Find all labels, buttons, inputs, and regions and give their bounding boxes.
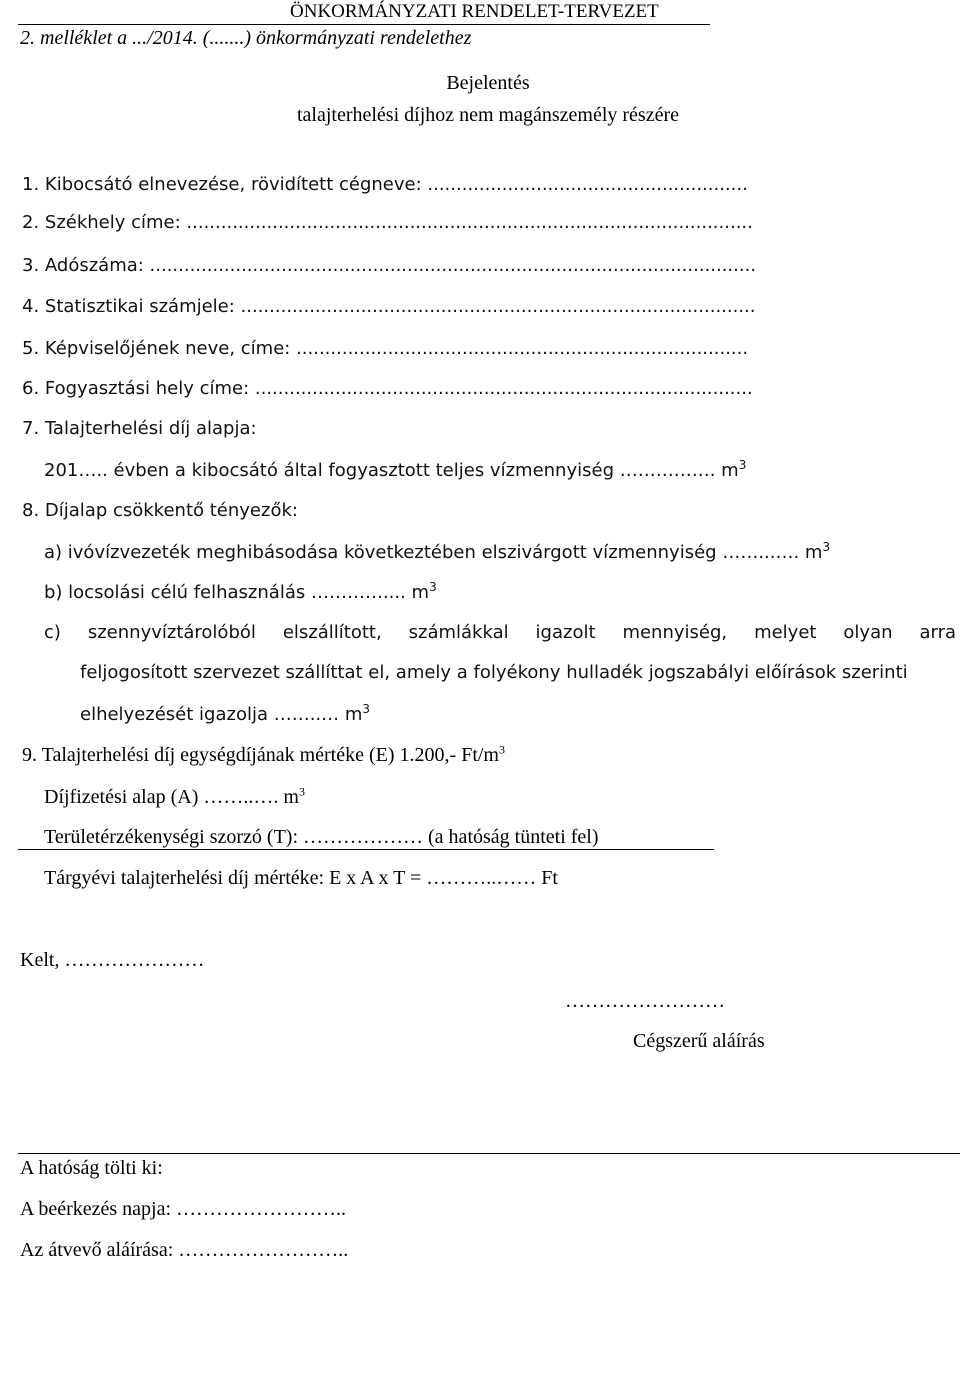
multiplier-underline bbox=[18, 849, 714, 850]
item-8c-line-1: c) szennyvíztárolóból elszállított, számlákkal igazolt mennyiség, melyet olyan arra bbox=[44, 622, 956, 643]
unit-superscript: 3 bbox=[498, 742, 505, 757]
authority-divider bbox=[18, 1153, 960, 1154]
item-9-unit-fee-text: 9. Talajterhelési díj egységdíjának mértéke (E) 1.200,- Ft/m bbox=[22, 744, 499, 766]
item-2-registered-address: 2. Székhely címe: ................................................................................................... bbox=[22, 212, 753, 233]
item-8c-line-2: feljogosított szervezet szállíttat el, amely a folyékony hulladék jogszabályi előírások szerinti bbox=[80, 662, 908, 683]
unit-superscript: 3 bbox=[298, 784, 305, 799]
unit-superscript: 3 bbox=[429, 580, 437, 594]
form-title: Bejelentés bbox=[446, 72, 530, 94]
item-6-consumption-address: 6. Fogyasztási hely címe: ....................................................................................... bbox=[22, 378, 753, 399]
item-7-water-quantity-text: 201….. évben a kibocsátó által fogyasztott teljes vízmennyiség ……………. m bbox=[44, 460, 739, 481]
annex-reference: 2. melléklet a .../2014. (.......) önkormányzati rendelethez bbox=[20, 27, 472, 49]
item-7-fee-basis: 7. Talajterhelési díj alapja: bbox=[22, 418, 257, 439]
signature-line: …………………… bbox=[565, 990, 725, 1012]
unit-superscript: 3 bbox=[362, 702, 371, 716]
item-8a-leakage-text: a) ivóvízvezeték meghibásodása következtében elszivárgott vízmennyiség ……...…. m bbox=[44, 542, 823, 563]
received-date-field: A beérkezés napja: …………………….. bbox=[20, 1198, 347, 1220]
item-8b-irrigation bbox=[44, 582, 437, 603]
item-7-water-quantity bbox=[44, 460, 746, 481]
payment-base bbox=[44, 786, 305, 809]
item-8a-leakage bbox=[44, 542, 830, 563]
item-4-statistical-number: 4. Statisztikai számjele: .......................................................................................... bbox=[22, 296, 756, 317]
item-1-company-name: 1. Kibocsátó elnevezése, rövidített cégneve: ........................................................ bbox=[22, 174, 748, 195]
item-3-tax-number: 3. Adószáma: .......................................................................................................... bbox=[22, 255, 757, 276]
annual-fee-amount: Tárgyévi talajterhelési díj mértéke: E x A x T = ………..…… Ft bbox=[44, 867, 558, 889]
signature-label: Cégszerű aláírás bbox=[633, 1030, 765, 1052]
document-header-label: ÖNKORMÁNYZATI RENDELET-TERVEZET bbox=[290, 1, 659, 22]
receiver-signature-field: Az átvevő aláírása: …………………….. bbox=[20, 1239, 349, 1261]
item-8b-irrigation-text: b) locsolási célú felhasználás ………….... m bbox=[44, 582, 430, 603]
form-subtitle: talajterhelési díjhoz nem magánszemély részére bbox=[296, 104, 680, 126]
item-8c-line-3-text: elhelyezését igazolja ……..… m bbox=[80, 704, 363, 725]
header-divider bbox=[18, 24, 710, 25]
unit-superscript: 3 bbox=[738, 458, 747, 472]
authority-heading: A hatóság tölti ki: bbox=[20, 1157, 163, 1179]
place-date-field: Kelt, ………………… bbox=[20, 949, 205, 971]
item-5-representative: 5. Képviselőjének neve, címe: ............................................................................... bbox=[22, 338, 749, 359]
item-8c-line-3 bbox=[80, 704, 370, 725]
item-9-unit-fee bbox=[22, 744, 505, 767]
item-8-reduction-factors: 8. Díjalap csökkentő tényezők: bbox=[22, 500, 298, 521]
unit-superscript: 3 bbox=[822, 540, 831, 554]
payment-base-text: Díjfizetési alap (A) ……..…. m bbox=[44, 786, 299, 808]
area-sensitivity-multiplier: Területérzékenységi szorzó (T): ……………… (a hatóság tünteti fel) bbox=[44, 826, 599, 848]
